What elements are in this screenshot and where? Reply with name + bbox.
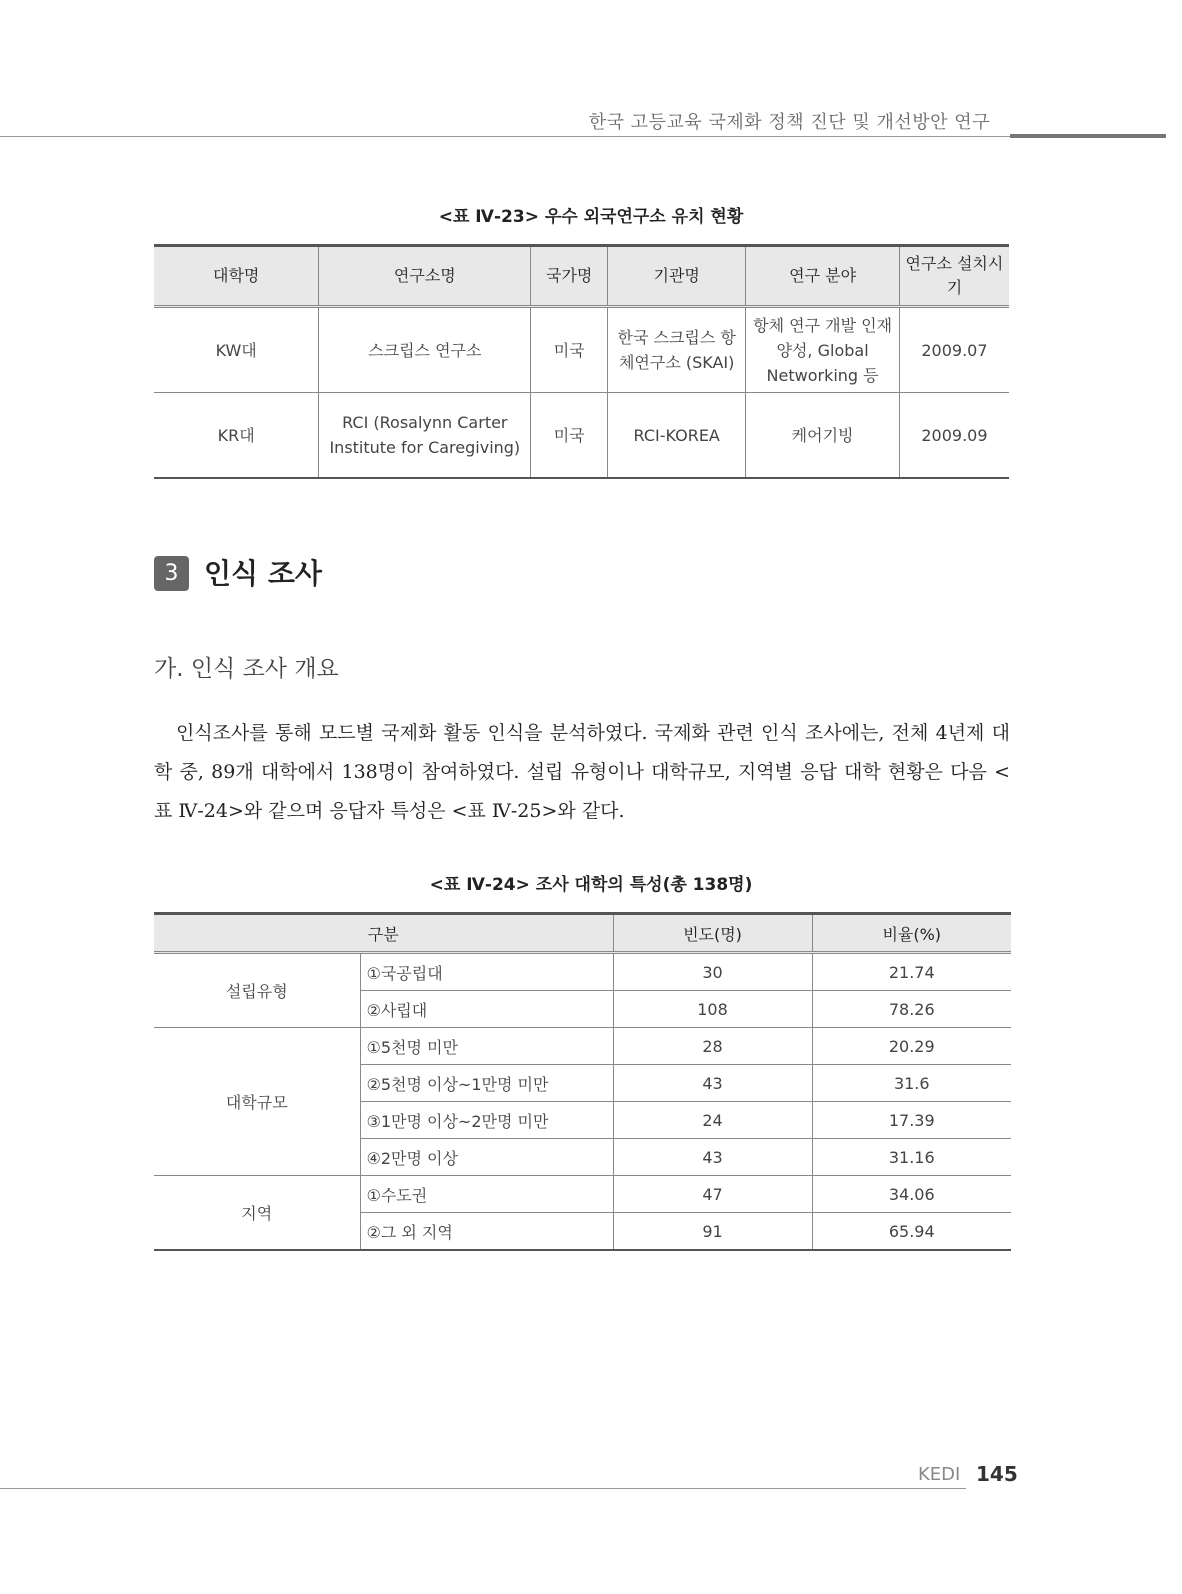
col-header-ratio: 비율(%) (812, 914, 1011, 953)
cell: 미국 (531, 393, 608, 479)
section-title: 인식 조사 (204, 557, 322, 590)
cell: 31.16 (812, 1139, 1011, 1176)
cell: ④2만명 이상 (360, 1139, 613, 1176)
cell: 47 (613, 1176, 812, 1213)
col-header-category: 구분 (154, 914, 613, 953)
cell: 108 (613, 991, 812, 1028)
cell: 케어기빙 (746, 393, 900, 479)
table2-caption: <표 Ⅳ-24> 조사 대학의 특성(총 138명) (429, 875, 753, 895)
cell: RCI (Rosalynn Carter Institute for Caregiving) (319, 393, 531, 479)
cell: 43 (613, 1065, 812, 1102)
header-rule (0, 136, 1010, 137)
cell: 스크립스 연구소 (319, 307, 531, 393)
cell: KW대 (154, 307, 319, 393)
header-rule-accent (1010, 134, 1166, 138)
cell: 34.06 (812, 1176, 1011, 1213)
col-header-university: 대학명 (154, 246, 319, 307)
group-label: 지역 (154, 1176, 360, 1251)
cell: 미국 (531, 307, 608, 393)
cell: RCI-KOREA (608, 393, 746, 479)
page-number: 145 (976, 1462, 1018, 1486)
col-header-organization: 기관명 (608, 246, 746, 307)
col-header-institute: 연구소명 (319, 246, 531, 307)
cell: ②사립대 (360, 991, 613, 1028)
group-label: 설립유형 (154, 953, 360, 1028)
table-header-row (154, 914, 1011, 953)
table-row (154, 393, 1009, 479)
table-row (154, 953, 1011, 991)
cell: 65.94 (812, 1213, 1011, 1251)
cell: 21.74 (812, 953, 1011, 991)
cell: 한국 스크립스 항체연구소 (SKAI) (608, 307, 746, 393)
body-paragraph: 인식조사를 통해 모드별 국제화 활동 인식을 분석하였다. 국제화 관련 인식 조사에는, 전체 4년제 대학 중, 89개 대학에서 138명이 참여하였다. 설립 유형이나 대학규모, 지역별 응답 대학 현황은 다음 <표 Ⅳ-24>와 같으며 응답자 특성은 <표 Ⅳ-25>와 같다. (154, 722, 1010, 822)
cell: KR대 (154, 393, 319, 479)
footer-brand: KEDI (918, 1464, 961, 1485)
cell: 30 (613, 953, 812, 991)
cell: 78.26 (812, 991, 1011, 1028)
table-foreign-institutes (154, 244, 1009, 479)
col-header-country: 국가명 (531, 246, 608, 307)
table-header-row (154, 246, 1009, 307)
cell: ①5천명 미만 (360, 1028, 613, 1065)
cell: ②그 외 지역 (360, 1213, 613, 1251)
col-header-established: 연구소 설치시기 (899, 246, 1009, 307)
table-row (154, 1176, 1011, 1213)
cell: 43 (613, 1139, 812, 1176)
cell: 항체 연구 개발 인재 양성, Global Networking 등 (746, 307, 900, 393)
table-row (154, 1028, 1011, 1065)
group-label: 대학규모 (154, 1028, 360, 1176)
cell: ①국공립대 (360, 953, 613, 991)
cell: 24 (613, 1102, 812, 1139)
col-header-frequency: 빈도(명) (613, 914, 812, 953)
cell: 28 (613, 1028, 812, 1065)
table1-caption: <표 Ⅳ-23> 우수 외국연구소 유치 현황 (438, 207, 744, 227)
table-row (154, 307, 1009, 393)
footer-rule (0, 1488, 966, 1489)
cell: 20.29 (812, 1028, 1011, 1065)
section-number-badge: 3 (154, 556, 189, 591)
col-header-field: 연구 분야 (746, 246, 900, 307)
cell: ①수도권 (360, 1176, 613, 1213)
cell: ③1만명 이상~2만명 미만 (360, 1102, 613, 1139)
table-survey-characteristics (154, 912, 1011, 1251)
cell: 17.39 (812, 1102, 1011, 1139)
running-header: 한국 고등교육 국제화 정책 진단 및 개선방안 연구 (588, 112, 990, 133)
cell: 2009.09 (899, 393, 1009, 479)
cell: ②5천명 이상~1만명 미만 (360, 1065, 613, 1102)
cell: 31.6 (812, 1065, 1011, 1102)
subsection-title: 가. 인식 조사 개요 (154, 656, 339, 682)
cell: 2009.07 (899, 307, 1009, 393)
cell: 91 (613, 1213, 812, 1251)
